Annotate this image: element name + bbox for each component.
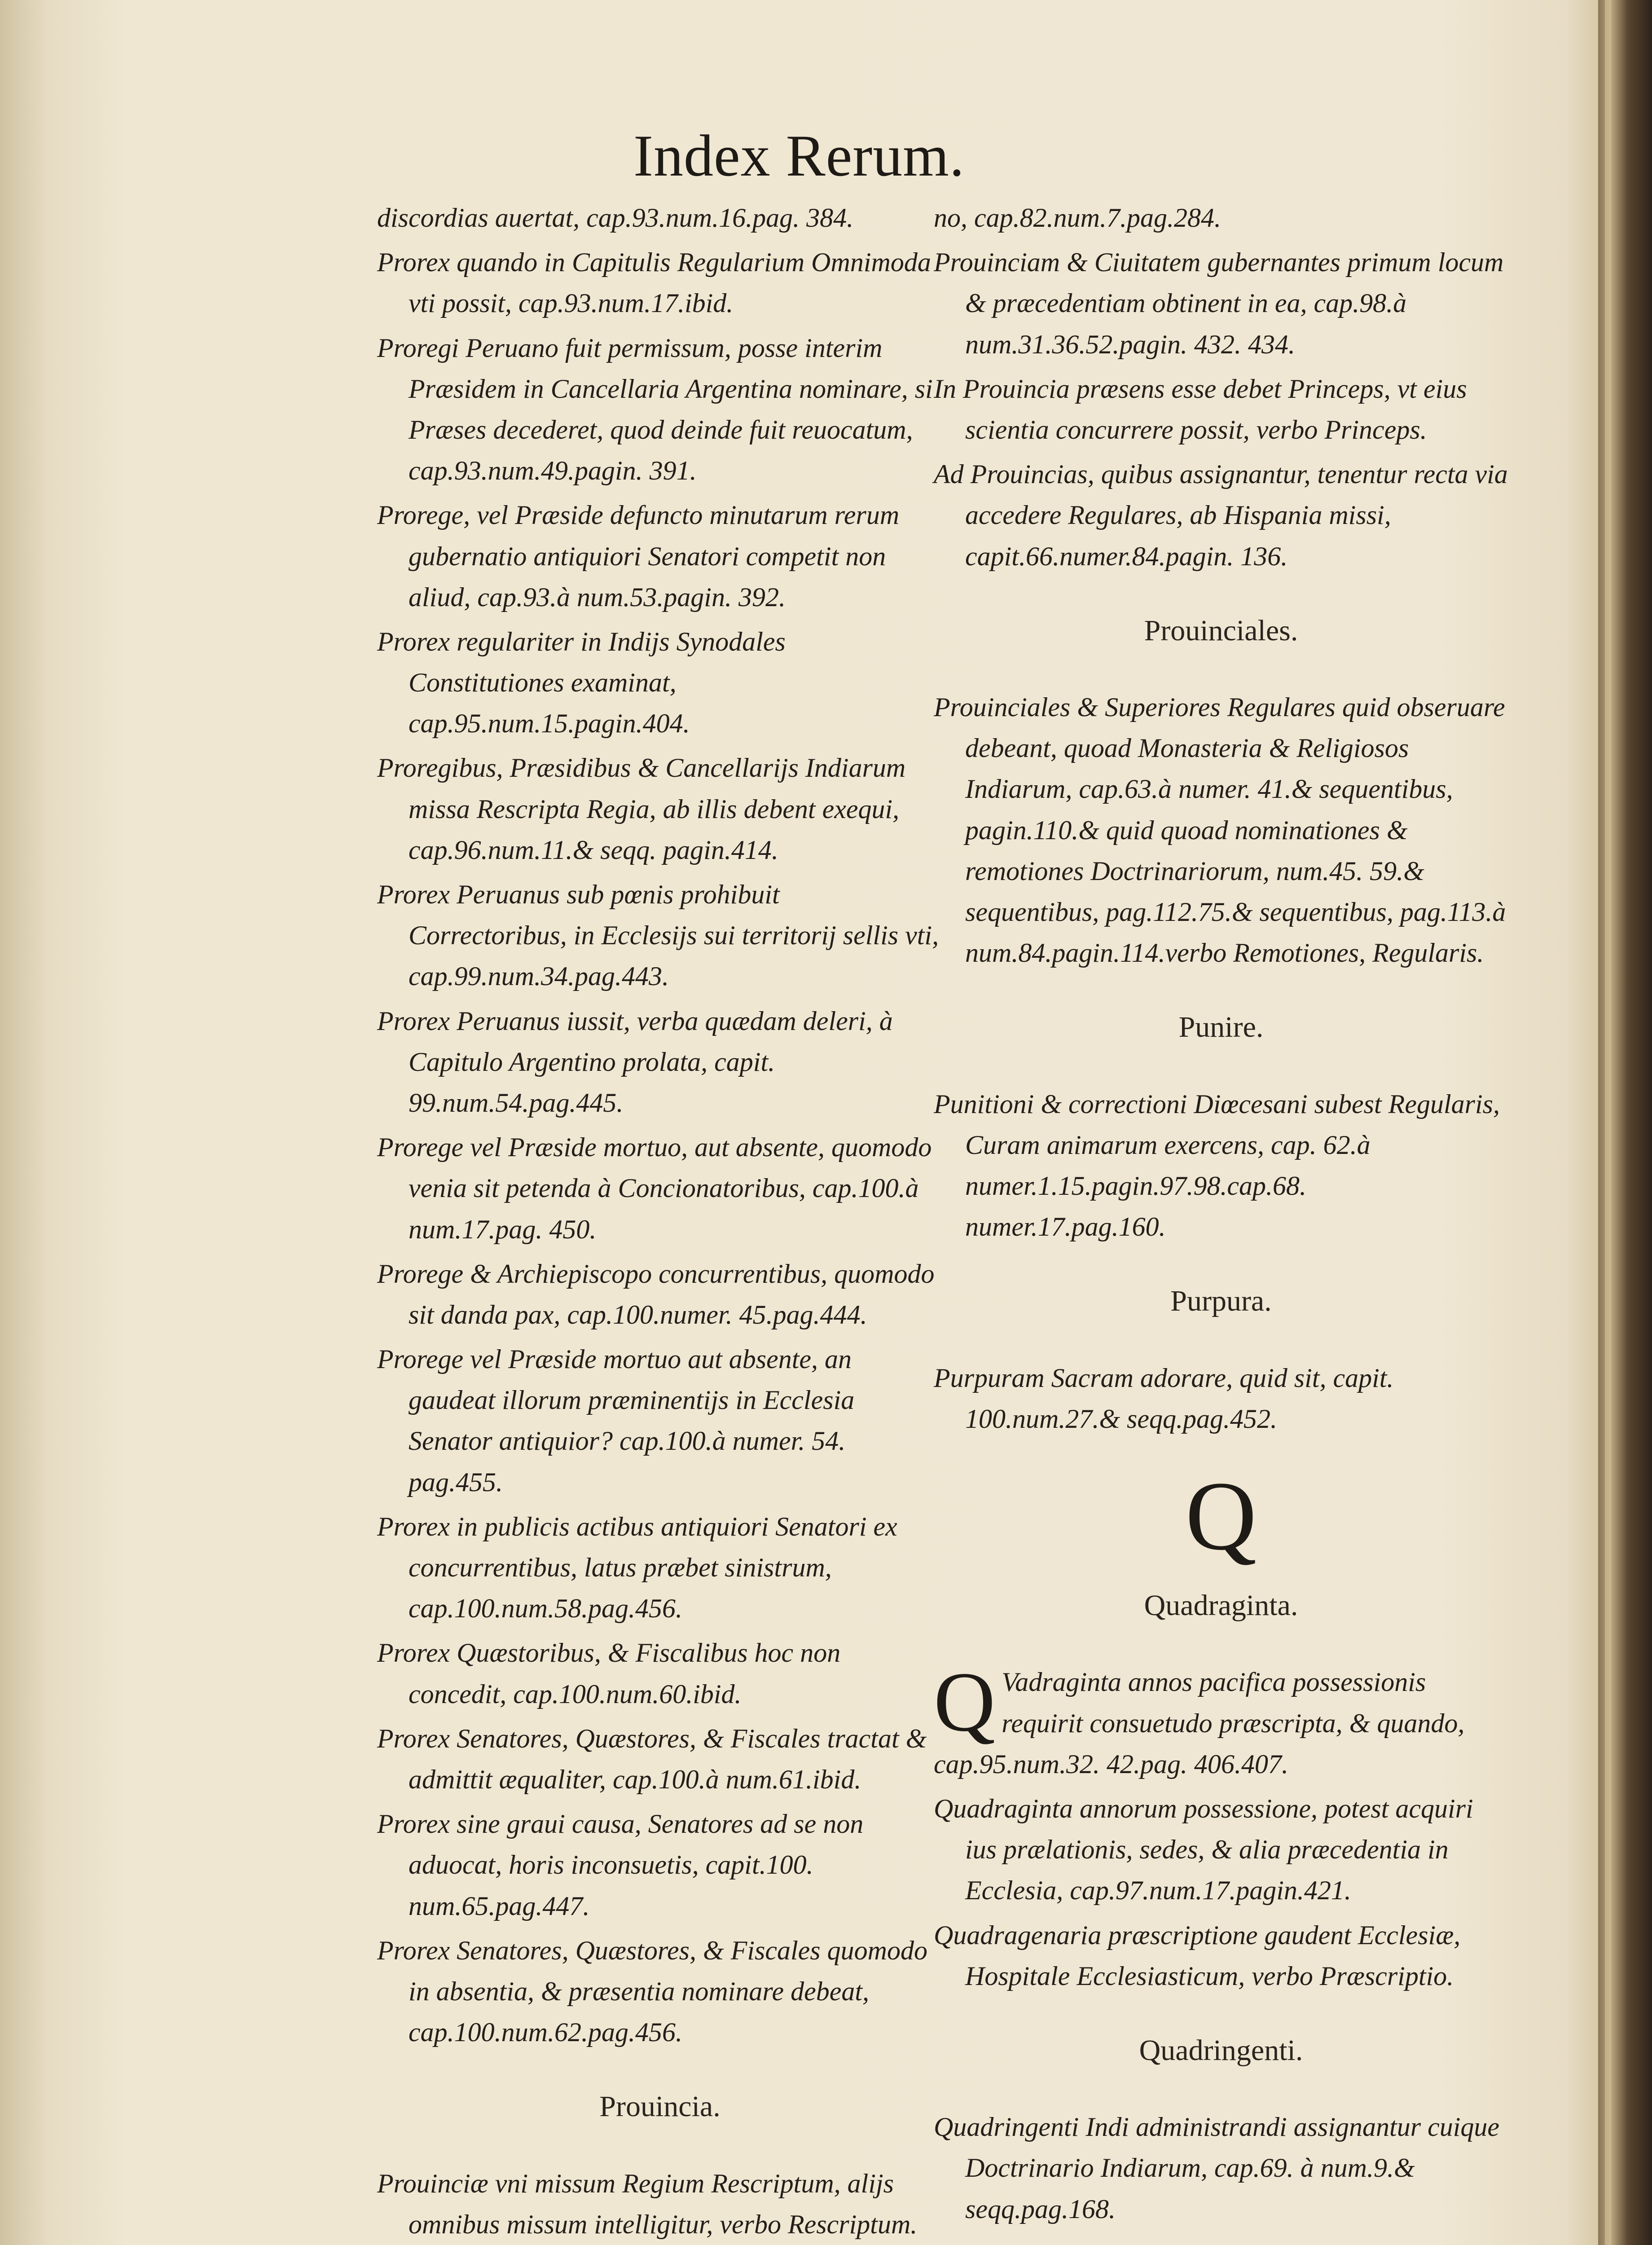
index-entry: Purpuram Sacram adorare, quid sit, capit. 100.num.27.& seqq.pag.452. [934, 1363, 1394, 1434]
entry-list [377, 2163, 943, 2245]
index-entry: Prorege, vel Præside defuncto minutarum rerum gubernatio antiquiori Senatori competit non aliud, cap.93.à num.53.pagin. 392. [377, 500, 900, 612]
entry-list [934, 198, 1508, 577]
section-letter-q: Q [1185, 1461, 1257, 1571]
index-entry: Prouinciæ vni missum Regium Rescriptum, alijs omnibus missum intelligitur, verbo Rescriptum. [377, 2168, 918, 2239]
index-entry: Prorege vel Præside mortuo, aut absente, quomodo venia sit petenda à Concionatoribus, cap.100.à num.17.pag. 450. [377, 1132, 932, 1244]
index-entry: Prorex Peruanus iussit, verba quædam deleri, à Capitulo Argentino prolata, capit. 99.num.54.pag.445. [377, 1006, 893, 1118]
section-heading-prouincia: Prouincia. [599, 2090, 721, 2123]
entry-list [934, 2107, 1508, 2230]
dropcap-entry [934, 1655, 1508, 1785]
index-entry: Prorex Senatores, Quæstores, & Fiscales quomodo in absentia, & præsentia nominare debeat, cap.100.num.62.pag.456. [377, 1935, 927, 2047]
index-entry: Prorege vel Præside mortuo aut absente, an gaudeat illorum præminentijs in Ecclesia Senator antiquior? cap.100.à numer. 54. pag.455. [377, 1344, 855, 1497]
index-entry: Proregi Peruano fuit permissum, posse interim Præsidem in Cancellaria Argentina nominare, si Præses decederet, quod deinde fuit reuocatum, cap.93.num.49.pagin. 391. [377, 333, 933, 486]
entry-list [934, 1788, 1508, 1997]
index-entry: Quadraginta annorum possessione, potest acquiri ius prælationis, sedes, & alia præcedentia in Ecclesia, cap.97.num.17.pagin.421. [934, 1793, 1473, 1906]
index-entry: Prouinciales & Superiores Regulares quid obseruare debeant, quoad Monasteria & Religiosos Indiarum, cap.63.à numer. 41.& sequentibus, pagin.110.& quid quoad nominationes & remotiones Doctrinariorum, num.45. 59.& sequentibus, pag.112.75.& sequentibus, pag.113.à num.84.pagin.114.verbo Remotiones, Regularis. [934, 692, 1506, 968]
entry-list [934, 1084, 1508, 1248]
index-entry: Prouinciam & Ciuitatem gubernantes primum locum & præcedentiam obtinent in ea, cap.98.à num.31.36.52.pagin. 432. 434. [934, 247, 1504, 359]
index-entry: Quadragenaria præscriptione gaudent Ecclesiæ, Hospitale Ecclesiasticum, verbo Præscriptio. [934, 1920, 1461, 1991]
index-entry: no, cap.82.num.7.pag.284. [934, 203, 1221, 233]
index-entry: Punitioni & correctioni Diœcesani subest Regularis, Curam animarum exercens, cap. 62.à numer.1.15.pagin.97.98.cap.68. numer.17.pag.160. [934, 1089, 1500, 1242]
entry-list [934, 1358, 1508, 1439]
index-entry: discordias auertat, cap.93.num.16.pag. 384. [377, 203, 854, 233]
left-column [377, 198, 943, 2245]
entry-list [377, 198, 943, 2053]
index-entry: Prorex quando in Capitulis Regularium Omnimoda vti possit, cap.93.num.17.ibid. [377, 247, 931, 318]
section-heading-quadraginta: Quadraginta. [1144, 1589, 1298, 1622]
index-entry: Prorex Quæstoribus, & Fiscalibus hoc non concedit, cap.100.num.60.ibid. [377, 1638, 841, 1709]
index-entry: In Prouincia præsens esse debet Princeps, vt eius scientia concurrere possit, verbo Princeps. [934, 374, 1467, 445]
index-entry: Proregibus, Præsidibus & Cancellarijs Indiarum missa Rescripta Regia, ab illis debent exequi, cap.96.num.11.& seqq. pagin.414. [377, 753, 906, 865]
index-entry: Prorege & Archiepiscopo concurrentibus, quomodo sit danda pax, cap.100.numer. 45.pag.444. [377, 1259, 935, 1329]
index-entry: Prorex Peruanus sub pœnis prohibuit Correctoribus, in Ecclesijs sui territorij sellis vti, cap.99.num.34.pag.443. [377, 880, 939, 991]
dropcap-entry-text: Vadraginta annos pacifica possessionis requirit consuetudo præscripta, & quando, cap.95.num.32. 42.pag. 406.407. [934, 1667, 1465, 1779]
right-column [934, 198, 1508, 2233]
index-entry: Prorex sine graui causa, Senatores ad se non aduocat, horis inconsuetis, capit.100. num.65.pag.447. [377, 1809, 864, 1921]
entry-list [934, 687, 1508, 973]
section-heading-punire: Punire. [1178, 1011, 1264, 1044]
index-entry: Prorex Senatores, Quæstores, & Fiscales tractat & admittit æqualiter, cap.100.à num.61.ibid. [377, 1723, 927, 1794]
drop-cap-letter: Q [934, 1655, 996, 1750]
section-heading-quadringenti: Quadringenti. [1139, 2034, 1303, 2067]
index-entry: Ad Prouincias, quibus assignantur, tenentur recta via accedere Regulares, ab Hispania missi, capit.66.numer.84.pagin. 136. [934, 459, 1508, 571]
index-entry: Prorex regulariter in Indijs Synodales Constitutiones examinat, cap.95.num.15.pagin.404. [377, 626, 786, 739]
index-entry: Quadringenti Indi administrandi assignantur cuique Doctrinario Indiarum, cap.69. à num.9.& seqq.pag.168. [934, 2112, 1499, 2224]
section-heading-prouinciales: Prouinciales. [1144, 614, 1298, 647]
section-heading-purpura: Purpura. [1170, 1285, 1272, 1318]
page-title: Index Rerum. [633, 123, 965, 189]
index-entry: Prorex in publicis actibus antiquiori Senatori ex concurrentibus, latus præbet sinistrum, cap.100.num.58.pag.456. [377, 1511, 897, 1624]
page-edge-highlight [1605, 0, 1611, 2245]
